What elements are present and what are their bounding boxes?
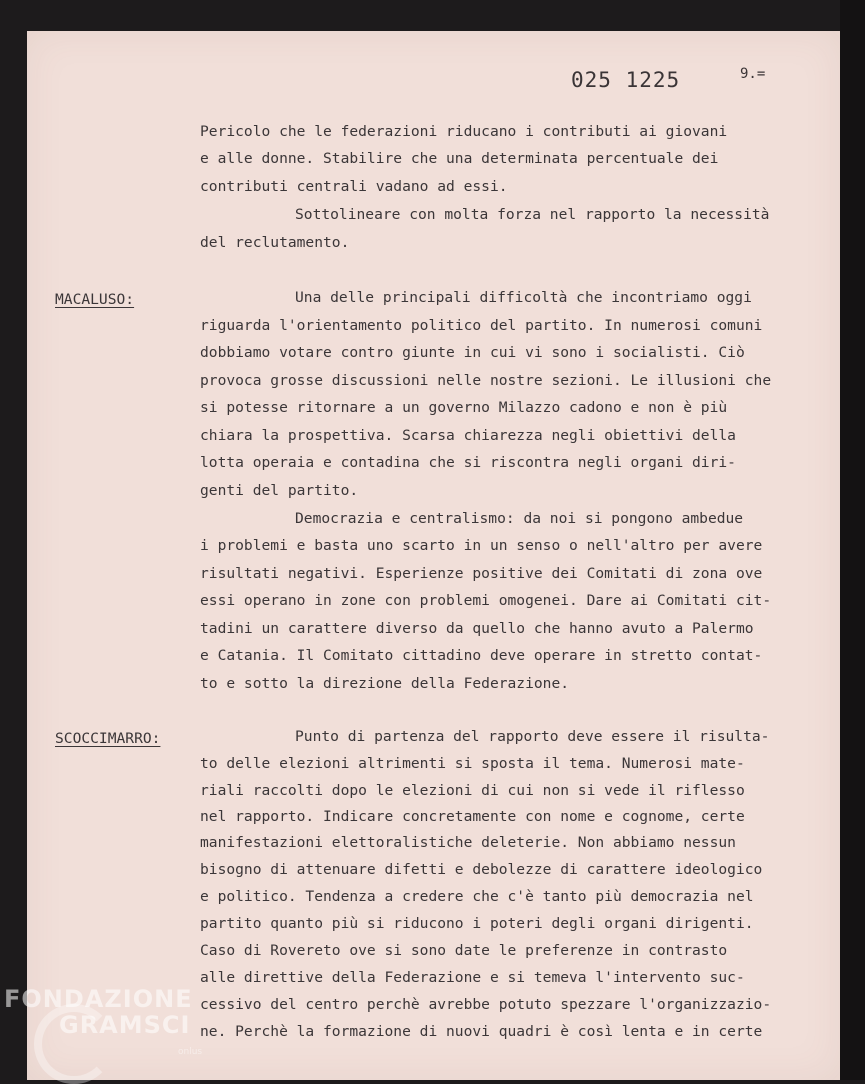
text-line: ne. Perchè la formazione di nuovi quadri è così lenta e in certe <box>200 1023 763 1040</box>
text-line: riali raccolti dopo le elezioni di cui non si vede il riflesso <box>200 782 745 799</box>
speaker-name: SCOCCIMARRO: <box>55 730 161 747</box>
text-line: manifestazioni elettoralistiche deleterie. Non abbiamo nessun <box>200 834 736 851</box>
text-line: risultati negativi. Esperienze positive dei Comitati di zona ove <box>200 565 763 582</box>
text-line: lotta operaia e contadina che si riscontra negli organi diri- <box>200 454 736 471</box>
text-line: Sottolineare con molta forza nel rapporto la necessità <box>295 206 770 223</box>
text-line: alle direttive della Federazione e si temeva l'intervento suc- <box>200 969 745 986</box>
text-line: e politico. Tendenza a credere che c'è tanto più democrazia nel <box>200 888 754 905</box>
binder-edge <box>840 0 865 1080</box>
watermark-small: onlus <box>178 1047 203 1057</box>
text-line: nel rapporto. Indicare concretamente con nome e cognome, certe <box>200 808 745 825</box>
text-line: Democrazia e centralismo: da noi si pongono ambedue <box>295 510 744 527</box>
document-number: 025 1225 <box>571 68 681 92</box>
watermark <box>4 987 193 1037</box>
text-line: to delle elezioni altrimenti si sposta il tema. Numerosi mate- <box>200 755 745 772</box>
text-line: e Catania. Il Comitato cittadino deve operare in stretto contat- <box>200 647 763 664</box>
text-line: Punto di partenza del rapporto deve essere il risulta- <box>295 728 770 745</box>
text-line: Caso di Rovereto ove si sono date le preferenze in contrasto <box>200 942 728 959</box>
text-line: to e sotto la direzione della Federazione. <box>200 675 570 692</box>
text-line: essi operano in zone con problemi omogenei. Dare ai Comitati cit- <box>200 592 772 609</box>
text-line: chiara la prospettiva. Scarsa chiarezza negli obiettivi della <box>200 427 736 444</box>
page-number: 9.= <box>740 66 766 82</box>
text-line: genti del partito. <box>200 482 359 499</box>
text-line: contributi centrali vadano ad essi. <box>200 178 508 195</box>
text-line: dobbiamo votare contro giunte in cui vi sono i socialisti. Ciò <box>200 344 745 361</box>
text-line: del reclutamento. <box>200 234 350 251</box>
watermark-line1: FONDAZIONE <box>4 985 193 1013</box>
text-line: si potesse ritornare a un governo Milazzo cadono e non è più <box>200 399 728 416</box>
text-line: partito quanto più si riducono i poteri degli organi dirigenti. <box>200 915 754 932</box>
text-line: provoca grosse discussioni nelle nostre sezioni. Le illusioni che <box>200 372 772 389</box>
text-line: Una delle principali difficoltà che incontriamo oggi <box>295 289 752 306</box>
text-line: cessivo del centro perchè avrebbe potuto spezzare l'organizzazio- <box>200 996 772 1013</box>
text-line: tadini un carattere diverso da quello che hanno avuto a Palermo <box>200 620 754 637</box>
text-line: Pericolo che le federazioni riducano i contributi ai giovani <box>200 123 728 140</box>
text-line: i problemi e basta uno scarto in un senso o nell'altro per avere <box>200 537 763 554</box>
text-line: riguarda l'orientamento politico del partito. In numerosi comuni <box>200 317 763 334</box>
speaker-name: MACALUSO: <box>55 291 135 308</box>
text-line: e alle donne. Stabilire che una determinata percentuale dei <box>200 150 719 167</box>
watermark-line2: GRAMSCI <box>59 1011 191 1039</box>
text-line: bisogno di attenuare difetti e debolezze di carattere ideologico <box>200 861 763 878</box>
